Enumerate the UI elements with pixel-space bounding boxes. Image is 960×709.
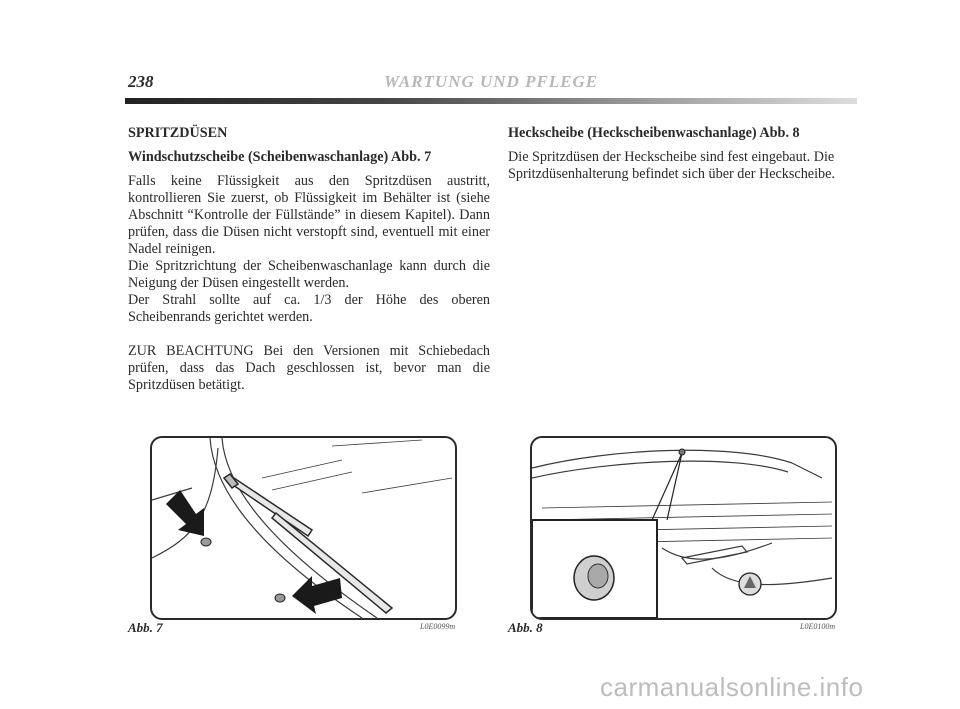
page-number: 238 <box>128 72 154 91</box>
rear-nozzle-point <box>679 449 685 455</box>
watermark: carmanualsonline.info <box>600 672 864 702</box>
figure-7-code: L0E0099m <box>420 622 456 631</box>
paragraph-rear-nozzles: Die Spritzdüsen der Heckscheibe sind fest eingebaut. Die Spritzdüsenhalterung befindet sich über der Heckscheibe. <box>508 149 835 182</box>
arrow-left-icon <box>292 576 342 614</box>
nozzle-right <box>275 594 285 602</box>
figure-7-label: Abb. 7 <box>128 620 163 635</box>
subsection-title-windshield: Windschutzscheibe (Scheibenwaschanlage) Abb. 7 <box>128 149 432 165</box>
nozzle-left <box>201 538 211 546</box>
right-column <box>508 125 858 183</box>
chapter-title: WARTUNG UND PFLEGE <box>384 72 599 91</box>
figure-8-label: Abb. 8 <box>508 620 543 635</box>
subsection-title-rear-window: Heckscheibe (Heckscheibenwaschanlage) Abb. 8 <box>508 125 800 141</box>
arrow-down-icon <box>166 490 204 536</box>
paragraph-spray-direction: Die Spritzrichtung der Scheibenwaschanlage kann durch die Neigung der Düsen eingestellt werden. <box>128 258 490 291</box>
rear-nozzle-drawing <box>532 438 835 618</box>
note-sunroof: ZUR BEACHTUNG Bei den Versionen mit Schiebedach prüfen, dass das Dach geschlossen ist, bevor man die Spritzdüsen betätigt. <box>128 343 490 393</box>
paragraph-jet-height: Der Strahl sollte auf ca. 1/3 der Höhe des oberen Scheibenrands gerichtet werden. <box>128 292 490 325</box>
section-title: SPRITZDÜSEN <box>128 125 228 141</box>
figure-8-illustration <box>530 436 837 620</box>
paragraph-check-fluid: Falls keine Flüssigkeit aus den Spritzdüsen austritt, kontrollieren Sie zuerst, ob Flüssigkeit im Behälter ist (siehe Abschnitt “Kontrolle der Füllstände” in diesem Kapitel). Dann prüfen, dass die Düsen nicht verstopft sind, eventuell mit einer Nadel reinigen. <box>128 173 490 257</box>
figure-8-code: L0E0100m <box>800 622 836 631</box>
windshield-nozzle-drawing <box>152 438 455 618</box>
figure-7-illustration <box>150 436 457 620</box>
left-column <box>128 125 490 394</box>
header-rule <box>125 98 857 104</box>
